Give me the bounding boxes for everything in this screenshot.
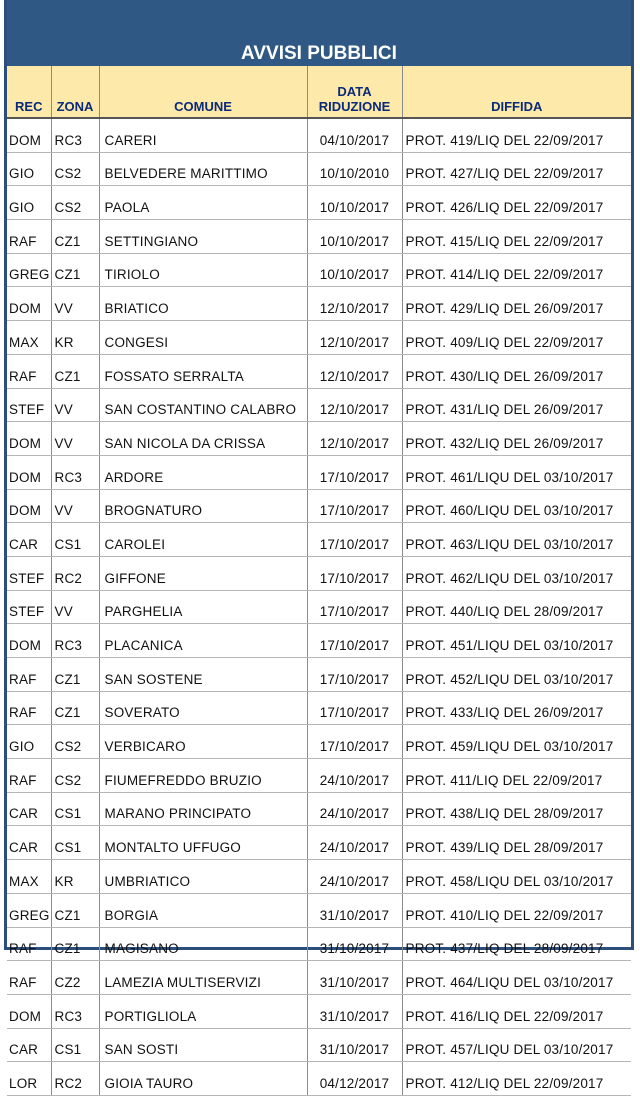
- cell-diffida: PROT. 419/LIQ DEL 22/09/2017: [402, 118, 631, 152]
- cell-diffida: PROT. 459/LIQU DEL 03/10/2017: [402, 725, 631, 759]
- cell-diffida: PROT. 457/LIQU DEL 03/10/2017: [402, 1028, 631, 1062]
- cell-zona: CS2: [51, 725, 99, 759]
- cell-comune: PLACANICA: [99, 624, 307, 658]
- cell-comune: LAMEZIA MULTISERVIZI: [99, 961, 307, 995]
- cell-diffida: PROT. 460/LIQU DEL 03/10/2017: [402, 489, 631, 523]
- cell-data-riduzione: 31/10/2017: [307, 927, 402, 961]
- cell-diffida: PROT. 427/LIQ DEL 22/09/2017: [402, 152, 631, 186]
- table-row: [7, 422, 631, 456]
- cell-data-riduzione: 12/10/2017: [307, 321, 402, 355]
- cell-zona: CS1: [51, 792, 99, 826]
- cell-comune: ARDORE: [99, 455, 307, 489]
- cell-diffida: PROT. 462/LIQU DEL 03/10/2017: [402, 556, 631, 590]
- table-row: [7, 994, 631, 1028]
- cell-rec: RAF: [7, 927, 51, 961]
- table-row: [7, 489, 631, 523]
- cell-zona: RC3: [51, 118, 99, 152]
- cell-comune: CAROLEI: [99, 523, 307, 557]
- table-body: [7, 118, 631, 1095]
- table-row: [7, 624, 631, 658]
- cell-comune: TIRIOLO: [99, 253, 307, 287]
- cell-rec: GREG: [7, 893, 51, 927]
- cell-comune: FOSSATO SERRALTA: [99, 354, 307, 388]
- cell-data-riduzione: 10/10/2017: [307, 253, 402, 287]
- cell-data-riduzione: 12/10/2017: [307, 354, 402, 388]
- cell-diffida: PROT. 463/LIQU DEL 03/10/2017: [402, 523, 631, 557]
- cell-zona: VV: [51, 489, 99, 523]
- cell-comune: GIFFONE: [99, 556, 307, 590]
- cell-comune: GIOIA TAURO: [99, 1062, 307, 1096]
- column-header-rec: REC: [7, 66, 51, 118]
- cell-comune: BORGIA: [99, 893, 307, 927]
- title-banner: [7, 0, 631, 66]
- cell-data-riduzione: 12/10/2017: [307, 388, 402, 422]
- cell-zona: VV: [51, 590, 99, 624]
- cell-zona: RC3: [51, 994, 99, 1028]
- table-row: [7, 556, 631, 590]
- column-header-diffida: DIFFIDA: [402, 66, 631, 118]
- cell-data-riduzione: 17/10/2017: [307, 590, 402, 624]
- cell-data-riduzione: 17/10/2017: [307, 658, 402, 692]
- table-row: [7, 118, 631, 152]
- cell-data-riduzione: 10/10/2017: [307, 220, 402, 254]
- cell-diffida: PROT. 415/LIQ DEL 22/09/2017: [402, 220, 631, 254]
- table-row: [7, 388, 631, 422]
- cell-comune: BROGNATURO: [99, 489, 307, 523]
- cell-data-riduzione: 10/10/2017: [307, 186, 402, 220]
- cell-data-riduzione: 31/10/2017: [307, 1028, 402, 1062]
- cell-zona: RC3: [51, 455, 99, 489]
- cell-zona: CS2: [51, 759, 99, 793]
- cell-rec: RAF: [7, 691, 51, 725]
- cell-rec: CAR: [7, 792, 51, 826]
- cell-rec: GIO: [7, 186, 51, 220]
- cell-comune: VERBICARO: [99, 725, 307, 759]
- cell-rec: GREG: [7, 253, 51, 287]
- cell-data-riduzione: 17/10/2017: [307, 455, 402, 489]
- cell-data-riduzione: 17/10/2017: [307, 624, 402, 658]
- cell-zona: CZ2: [51, 961, 99, 995]
- cell-rec: STEF: [7, 388, 51, 422]
- cell-diffida: PROT. 437/LIQ DEL 28/09/2017: [402, 927, 631, 961]
- table-row: [7, 961, 631, 995]
- cell-rec: CAR: [7, 826, 51, 860]
- cell-zona: CZ1: [51, 354, 99, 388]
- cell-diffida: PROT. 433/LIQ DEL 26/09/2017: [402, 691, 631, 725]
- cell-rec: DOM: [7, 994, 51, 1028]
- cell-zona: RC2: [51, 1062, 99, 1096]
- data-riduzione-line2: RIDUZIONE: [318, 99, 391, 114]
- cell-rec: DOM: [7, 422, 51, 456]
- cell-rec: STEF: [7, 590, 51, 624]
- cell-data-riduzione: 12/10/2017: [307, 287, 402, 321]
- table-row: [7, 927, 631, 961]
- cell-data-riduzione: 17/10/2017: [307, 691, 402, 725]
- cell-diffida: PROT. 440/LIQ DEL 28/09/2017: [402, 590, 631, 624]
- cell-diffida: PROT. 452/LIQU DEL 03/10/2017: [402, 658, 631, 692]
- table-row: [7, 287, 631, 321]
- data-riduzione-line1: DATA: [337, 84, 372, 99]
- cell-zona: KR: [51, 321, 99, 355]
- cell-zona: RC2: [51, 556, 99, 590]
- cell-comune: MAGISANO: [99, 927, 307, 961]
- cell-zona: VV: [51, 287, 99, 321]
- cell-comune: SOVERATO: [99, 691, 307, 725]
- cell-diffida: PROT. 438/LIQ DEL 28/09/2017: [402, 792, 631, 826]
- cell-data-riduzione: 31/10/2017: [307, 893, 402, 927]
- table-row: [7, 455, 631, 489]
- table-row: [7, 658, 631, 692]
- cell-data-riduzione: 04/10/2017: [307, 118, 402, 152]
- cell-comune: CARERI: [99, 118, 307, 152]
- cell-comune: FIUMEFREDDO BRUZIO: [99, 759, 307, 793]
- cell-rec: RAF: [7, 961, 51, 995]
- cell-comune: CONGESI: [99, 321, 307, 355]
- cell-rec: GIO: [7, 152, 51, 186]
- table-row: [7, 354, 631, 388]
- cell-diffida: PROT. 461/LIQU DEL 03/10/2017: [402, 455, 631, 489]
- cell-diffida: PROT. 458/LIQU DEL 03/10/2017: [402, 860, 631, 894]
- cell-rec: DOM: [7, 455, 51, 489]
- cell-zona: CZ1: [51, 927, 99, 961]
- cell-rec: MAX: [7, 321, 51, 355]
- cell-rec: DOM: [7, 489, 51, 523]
- cell-zona: CZ1: [51, 893, 99, 927]
- cell-zona: VV: [51, 388, 99, 422]
- cell-data-riduzione: 31/10/2017: [307, 994, 402, 1028]
- table-header-row: [7, 66, 631, 118]
- table-row: [7, 691, 631, 725]
- cell-comune: MARANO PRINCIPATO: [99, 792, 307, 826]
- cell-comune: SETTINGIANO: [99, 220, 307, 254]
- cell-zona: RC3: [51, 624, 99, 658]
- cell-comune: UMBRIATICO: [99, 860, 307, 894]
- table-row: [7, 792, 631, 826]
- cell-diffida: PROT. 409/LIQ DEL 22/09/2017: [402, 321, 631, 355]
- cell-zona: CS2: [51, 186, 99, 220]
- cell-rec: RAF: [7, 354, 51, 388]
- cell-comune: SAN COSTANTINO CALABRO: [99, 388, 307, 422]
- notice-document: [4, 0, 634, 1091]
- page-title: AVVISI PUBBLICI: [241, 43, 397, 64]
- table-row: [7, 1028, 631, 1062]
- cell-data-riduzione: 17/10/2017: [307, 556, 402, 590]
- cell-diffida: PROT. 432/LIQ DEL 26/09/2017: [402, 422, 631, 456]
- cell-diffida: PROT. 410/LIQ DEL 22/09/2017: [402, 893, 631, 927]
- cell-data-riduzione: 24/10/2017: [307, 759, 402, 793]
- cell-diffida: PROT. 431/LIQ DEL 26/09/2017: [402, 388, 631, 422]
- cell-rec: LOR: [7, 1062, 51, 1096]
- cell-diffida: PROT. 464/LIQU DEL 03/10/2017: [402, 961, 631, 995]
- cell-diffida: PROT. 412/LIQ DEL 22/09/2017: [402, 1062, 631, 1096]
- table-row: [7, 860, 631, 894]
- cell-comune: SAN NICOLA DA CRISSA: [99, 422, 307, 456]
- cell-comune: BRIATICO: [99, 287, 307, 321]
- cell-zona: CZ1: [51, 658, 99, 692]
- cell-diffida: PROT. 416/LIQ DEL 22/09/2017: [402, 994, 631, 1028]
- cell-comune: SAN SOSTENE: [99, 658, 307, 692]
- cell-zona: CZ1: [51, 691, 99, 725]
- cell-zona: CS1: [51, 523, 99, 557]
- cell-zona: VV: [51, 422, 99, 456]
- table-row: [7, 893, 631, 927]
- cell-rec: DOM: [7, 624, 51, 658]
- cell-diffida: PROT. 451/LIQU DEL 03/10/2017: [402, 624, 631, 658]
- cell-rec: RAF: [7, 759, 51, 793]
- cell-data-riduzione: 31/10/2017: [307, 961, 402, 995]
- cell-rec: STEF: [7, 556, 51, 590]
- cell-diffida: PROT. 429/LIQ DEL 26/09/2017: [402, 287, 631, 321]
- cell-rec: GIO: [7, 725, 51, 759]
- cell-data-riduzione: 17/10/2017: [307, 725, 402, 759]
- cell-rec: CAR: [7, 1028, 51, 1062]
- cell-diffida: PROT. 414/LIQ DEL 22/09/2017: [402, 253, 631, 287]
- cell-data-riduzione: 24/10/2017: [307, 860, 402, 894]
- cell-data-riduzione: 17/10/2017: [307, 523, 402, 557]
- column-header-comune: COMUNE: [99, 66, 307, 118]
- cell-rec: DOM: [7, 287, 51, 321]
- cell-zona: CZ1: [51, 253, 99, 287]
- cell-comune: PORTIGLIOLA: [99, 994, 307, 1028]
- cell-diffida: PROT. 430/LIQ DEL 26/09/2017: [402, 354, 631, 388]
- cell-rec: RAF: [7, 220, 51, 254]
- cell-data-riduzione: 04/12/2017: [307, 1062, 402, 1096]
- cell-zona: CS1: [51, 826, 99, 860]
- table-row: [7, 1062, 631, 1096]
- table-row: [7, 220, 631, 254]
- table-row: [7, 590, 631, 624]
- cell-data-riduzione: 24/10/2017: [307, 826, 402, 860]
- column-header-zona: ZONA: [51, 66, 99, 118]
- cell-rec: RAF: [7, 658, 51, 692]
- cell-data-riduzione: 17/10/2017: [307, 489, 402, 523]
- cell-rec: CAR: [7, 523, 51, 557]
- cell-data-riduzione: 10/10/2010: [307, 152, 402, 186]
- cell-comune: SAN SOSTI: [99, 1028, 307, 1062]
- cell-comune: PAOLA: [99, 186, 307, 220]
- cell-diffida: PROT. 439/LIQ DEL 28/09/2017: [402, 826, 631, 860]
- table-row: [7, 321, 631, 355]
- cell-comune: MONTALTO UFFUGO: [99, 826, 307, 860]
- table-row: [7, 759, 631, 793]
- cell-data-riduzione: 24/10/2017: [307, 792, 402, 826]
- cell-comune: PARGHELIA: [99, 590, 307, 624]
- table-row: [7, 826, 631, 860]
- cell-rec: MAX: [7, 860, 51, 894]
- cell-comune: BELVEDERE MARITTIMO: [99, 152, 307, 186]
- cell-zona: KR: [51, 860, 99, 894]
- cell-zona: CZ1: [51, 220, 99, 254]
- cell-zona: CS2: [51, 152, 99, 186]
- table-row: [7, 725, 631, 759]
- table-row: [7, 523, 631, 557]
- table-row: [7, 253, 631, 287]
- cell-diffida: PROT. 426/LIQ DEL 22/09/2017: [402, 186, 631, 220]
- table-row: [7, 152, 631, 186]
- cell-rec: DOM: [7, 118, 51, 152]
- column-header-data-riduzione: [307, 66, 402, 118]
- notices-table: [7, 66, 631, 1096]
- cell-data-riduzione: 12/10/2017: [307, 422, 402, 456]
- cell-zona: CS1: [51, 1028, 99, 1062]
- cell-diffida: PROT. 411/LIQ DEL 22/09/2017: [402, 759, 631, 793]
- table-row: [7, 186, 631, 220]
